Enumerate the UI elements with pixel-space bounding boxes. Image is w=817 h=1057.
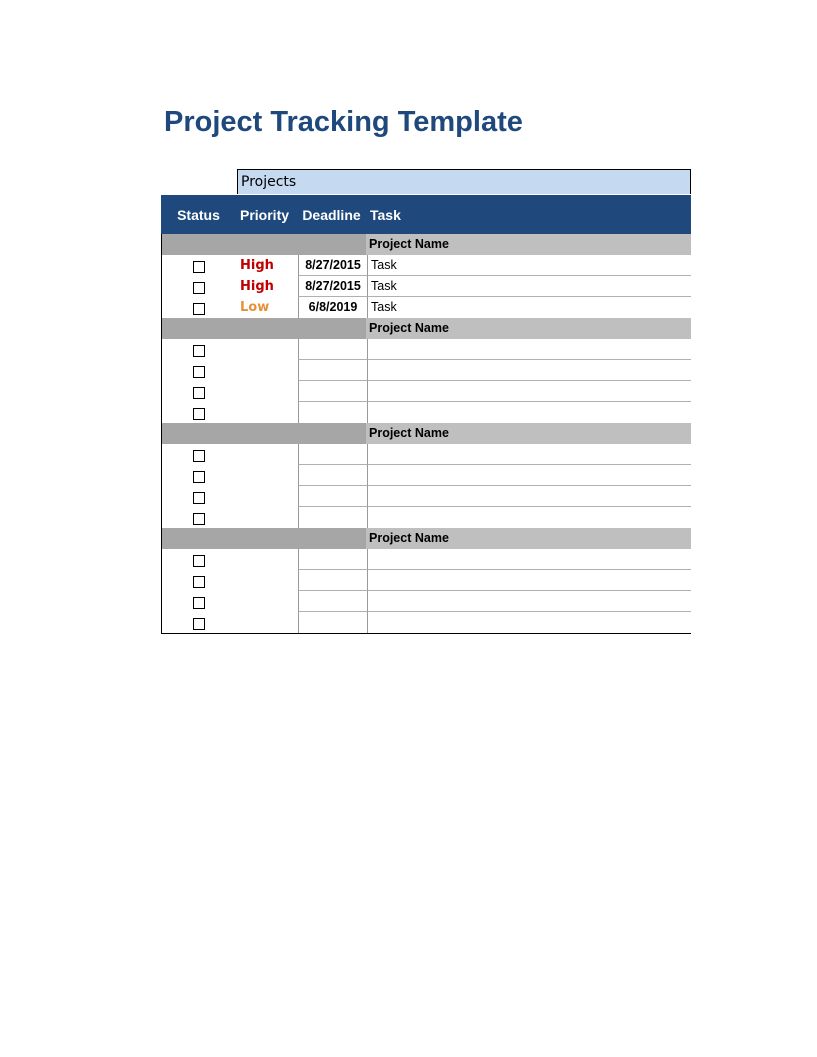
table-row [162, 507, 691, 528]
status-cell [162, 444, 236, 465]
status-checkbox[interactable] [193, 450, 205, 462]
deadline-cell [298, 570, 367, 591]
status-cell [162, 360, 236, 381]
status-checkbox[interactable] [193, 618, 205, 630]
status-cell [162, 612, 236, 633]
table-row [162, 549, 691, 570]
priority-cell [236, 612, 298, 633]
task-cell [367, 549, 691, 570]
tracker-table [161, 195, 691, 634]
table-row [162, 276, 691, 297]
deadline-cell [298, 486, 367, 507]
project-name: Project Name [366, 318, 691, 339]
task-cell [367, 339, 691, 360]
task-cell [367, 402, 691, 423]
task-cell: Task [367, 297, 691, 318]
priority-cell [236, 591, 298, 612]
priority-cell [236, 549, 298, 570]
table-row [162, 591, 691, 612]
priority-cell [236, 402, 298, 423]
status-checkbox[interactable] [193, 597, 205, 609]
project-section-header [162, 318, 691, 339]
status-cell [162, 339, 236, 360]
priority-cell: High [240, 258, 274, 273]
status-cell [162, 381, 236, 402]
column-header-deadline: Deadline [302, 206, 361, 223]
table-row [162, 465, 691, 486]
deadline-cell: 8/27/2015 [298, 276, 367, 297]
column-header-priority: Priority [240, 206, 290, 223]
task-cell [367, 570, 691, 591]
table-row [162, 381, 691, 402]
status-cell [162, 465, 236, 486]
task-cell [367, 591, 691, 612]
deadline-cell [298, 360, 367, 381]
table-row [162, 612, 691, 633]
status-checkbox[interactable] [193, 555, 205, 567]
task-cell: Task [367, 276, 691, 297]
task-cell [367, 465, 691, 486]
status-checkbox[interactable] [193, 303, 205, 315]
section-header-fill [162, 318, 366, 339]
project-section [161, 318, 691, 423]
deadline-cell: 8/27/2015 [298, 255, 367, 276]
task-cell [367, 612, 691, 633]
deadline-cell [298, 444, 367, 465]
deadline-cell [298, 339, 367, 360]
project-section-header [162, 528, 691, 549]
status-checkbox[interactable] [193, 492, 205, 504]
deadline-cell: 6/8/2019 [298, 297, 367, 318]
deadline-cell [298, 402, 367, 423]
status-checkbox[interactable] [193, 282, 205, 294]
table-row [162, 486, 691, 507]
task-cell [367, 444, 691, 465]
column-header-status: Status [177, 206, 220, 223]
project-section-header [162, 234, 691, 255]
deadline-cell [298, 591, 367, 612]
table-row [162, 444, 691, 465]
priority-cell [236, 570, 298, 591]
project-name: Project Name [366, 423, 691, 444]
section-header-fill [162, 423, 366, 444]
status-cell [162, 276, 236, 297]
project-section [161, 423, 691, 528]
deadline-cell [298, 549, 367, 570]
status-checkbox[interactable] [193, 345, 205, 357]
project-section [161, 528, 691, 633]
project-name: Project Name [366, 528, 691, 549]
task-cell [367, 486, 691, 507]
table-row [162, 360, 691, 381]
status-checkbox[interactable] [193, 513, 205, 525]
status-cell [162, 507, 236, 528]
deadline-cell [298, 465, 367, 486]
status-cell [162, 591, 236, 612]
status-cell [162, 297, 236, 318]
priority-cell [236, 360, 298, 381]
table-row [162, 255, 691, 276]
priority-cell: Low [240, 300, 270, 315]
priority-cell [236, 507, 298, 528]
status-cell [162, 570, 236, 591]
priority-cell [236, 465, 298, 486]
task-cell [367, 381, 691, 402]
project-section-header [162, 423, 691, 444]
section-header-fill [162, 528, 366, 549]
table-row [162, 402, 691, 423]
table-header [161, 195, 691, 234]
status-cell [162, 402, 236, 423]
priority-cell [236, 444, 298, 465]
status-checkbox[interactable] [193, 261, 205, 273]
column-header-task: Task [370, 206, 401, 223]
table-row [162, 339, 691, 360]
priority-cell [236, 339, 298, 360]
status-checkbox[interactable] [193, 471, 205, 483]
status-checkbox[interactable] [193, 387, 205, 399]
projects-bar: Projects [237, 169, 691, 194]
deadline-cell [298, 381, 367, 402]
status-checkbox[interactable] [193, 576, 205, 588]
task-cell [367, 507, 691, 528]
section-header-fill [162, 234, 366, 255]
status-checkbox[interactable] [193, 408, 205, 420]
deadline-cell [298, 507, 367, 528]
deadline-cell [298, 612, 367, 633]
page-title: Project Tracking Template [164, 106, 523, 138]
project-section [161, 234, 691, 318]
status-cell [162, 255, 236, 276]
priority-cell [236, 381, 298, 402]
table-row [162, 570, 691, 591]
project-sections [161, 234, 691, 633]
task-cell [367, 360, 691, 381]
status-cell [162, 486, 236, 507]
priority-cell: High [240, 279, 274, 294]
priority-cell [236, 486, 298, 507]
task-cell: Task [367, 255, 691, 276]
project-name: Project Name [366, 234, 691, 255]
status-checkbox[interactable] [193, 366, 205, 378]
status-cell [162, 549, 236, 570]
table-row [162, 297, 691, 318]
